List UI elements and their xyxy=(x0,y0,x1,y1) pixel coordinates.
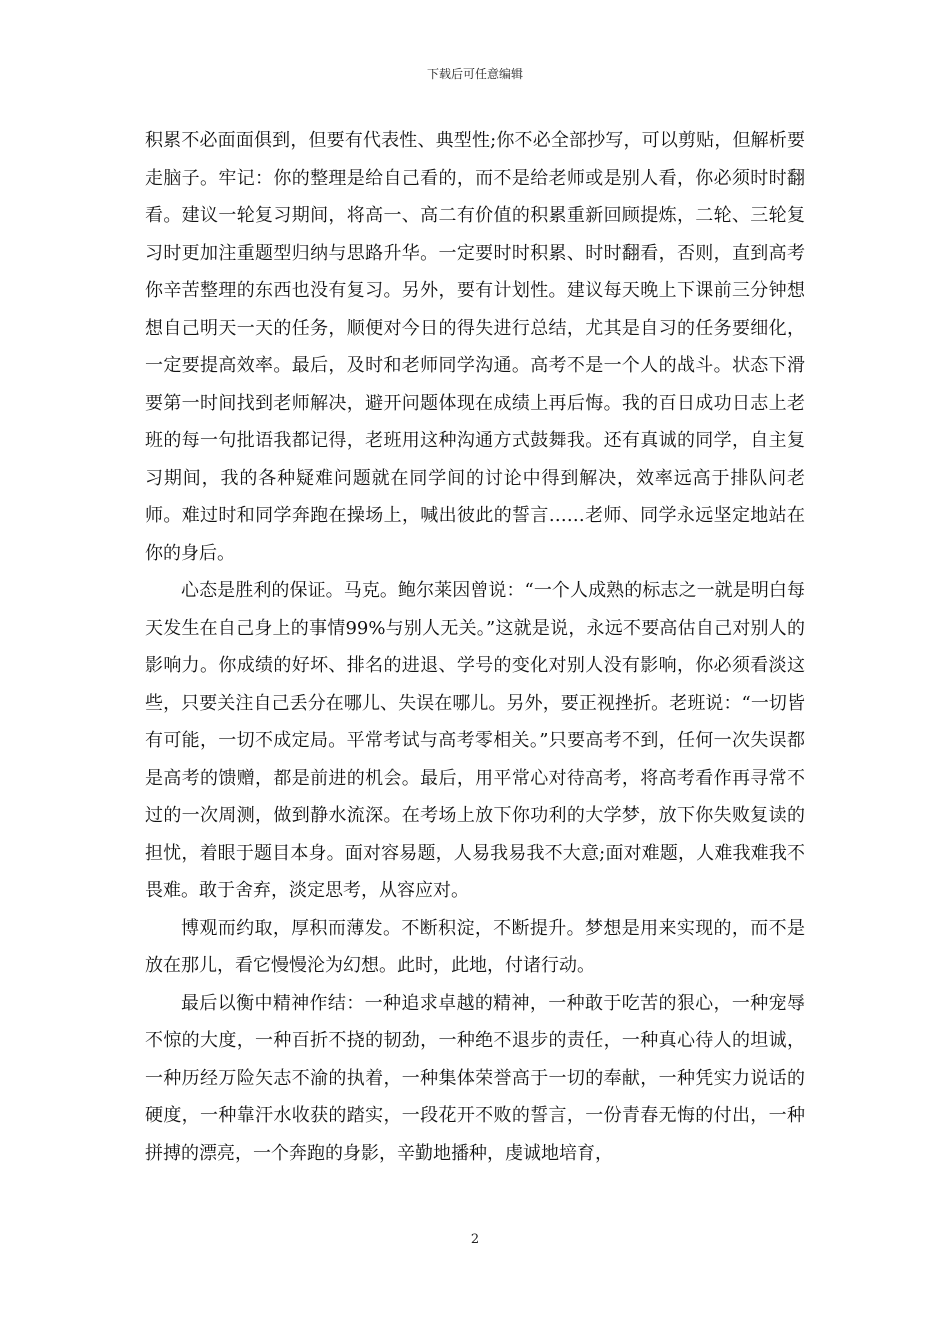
page-number: 2 xyxy=(470,1232,480,1247)
paragraph-action: 博观而约取，厚积而薄发。不断积淀，不断提升。梦想是用来实现的，而不是放在那儿，看它慢慢沦为幻想。此时，此地，付诸行动。 xyxy=(145,917,805,976)
document-body xyxy=(145,122,805,1172)
paragraph-hengzhong-spirit: 最后以衡中精神作结：一种追求卓越的精神，一种敢于吃苦的狠心，一种宠辱不惊的大度，一种百折不挠的韧劲，一种绝不退步的责任，一种真心待人的坦诚，一种历经万险矢志不渝的执着，一种集体荣誉高于一切的奉献，一种凭实力说话的硬度，一种靠汗水收获的踏实，一段花开不败的誓言，一份青春无悔的付出，一种拼搏的漂亮，一个奔跑的身影，辛勤地播种，虔诚地培育， xyxy=(145,992,805,1164)
page-header: 下载后可任意编辑 xyxy=(426,67,523,81)
paragraph-mindset: 心态是胜利的保证。马克。鲍尔莱因曾说：“一个人成熟的标志之一就是明白每天发生在自己身上的事情99%与别人无关。”这就是说，永远不要高估自己对别人的影响力。你成绩的好坏、排名的进退、学号的变化对别人没有影响，你必须看淡这些，只要关注自己丢分在哪儿、失误在哪儿。另外，要正视挫折。老班说：“一切皆有可能，一切不成定局。平常考试与高考零相关。”只要高考不到，任何一次失误都是高考的馈赠，都是前进的机会。最后，用平常心对待高考，将高考看作再寻常不过的一次周测，做到静水流深。在考场上放下你功利的大学梦，放下你失败复读的担忧，着眼于题目本身。面对容易题，人易我易我不大意;面对难题，人难我难我不畏难。敢于舍弃，淡定思考，从容应对。 xyxy=(145,580,805,901)
paragraph-accumulation: 积累不必面面俱到，但要有代表性、典型性;你不必全部抄写，可以剪贴，但解析要走脑子。牢记：你的整理是给自己看的，而不是给老师或是别人看，你必须时时翻看。建议一轮复习期间，将高一、高二有价值的积累重新回顾提炼，二轮、三轮复习时更加注重题型归纳与思路升华。一定要时时积累、时时翻看，否则，直到高考你辛苦整理的东西也没有复习。另外，要有计划性。建议每天晚上下课前三分钟想想自己明天一天的任务，顺便对今日的得失进行总结，尤其是自习的任务要细化，一定要提高效率。最后，及时和老师同学沟通。高考不是一个人的战斗。状态下滑要第一时间找到老师解决，避开问题体现在成绩上再后悔。我的百日成功日志上老班的每一句批语我都记得，老班用这种沟通方式鼓舞我。还有真诚的同学，自主复习期间，我的各种疑难问题就在同学间的讨论中得到解决，效率远高于排队问老师。难过时和同学奔跑在操场上，喊出彼此的誓言……老师、同学永远坚定地站在你的身后。 xyxy=(145,130,805,564)
